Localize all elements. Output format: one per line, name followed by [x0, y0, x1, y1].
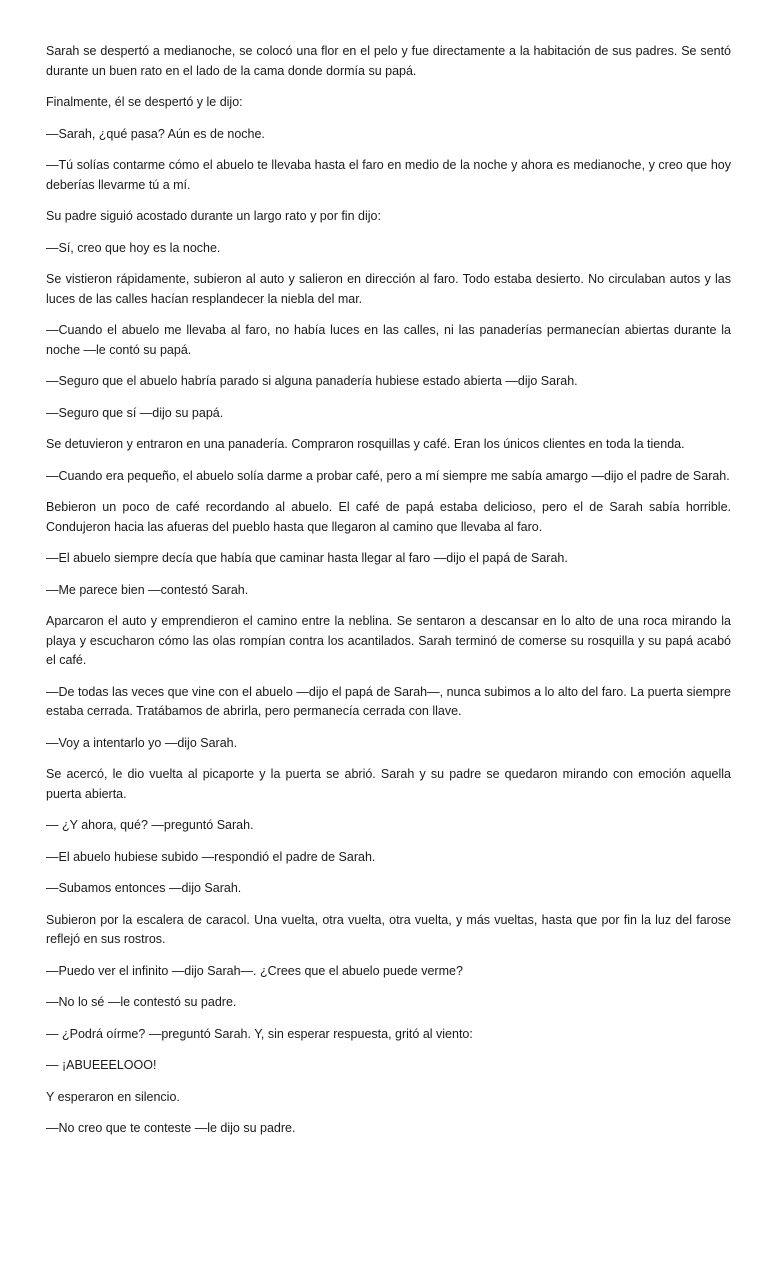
paragraph: Se vistieron rápidamente, subieron al auto y salieron en dirección al faro. Todo estaba desierto. No circulaban autos y las luces de las calles hacían resplandecer la niebla del mar. — [46, 272, 731, 306]
paragraph: Finalmente, él se despertó y le dijo: — [46, 95, 243, 109]
paragraph: —No lo sé —le contestó su padre. — [46, 995, 237, 1009]
paragraph: Se acercó, le dio vuelta al picaporte y la puerta se abrió. Sarah y su padre se quedaron mirando con emoción aquella puerta abierta. — [46, 767, 731, 801]
paragraph: —Puedo ver el infinito —dijo Sarah—. ¿Crees que el abuelo puede verme? — [46, 963, 463, 978]
paragraph: —El abuelo hubiese subido —respondió el padre de Sarah. — [46, 849, 376, 864]
paragraph: Y esperaron en silencio. — [46, 1089, 180, 1104]
paragraph: Aparcaron el auto y emprendieron el camino entre la neblina. Se sentaron a descansar en lo alto de una roca mirando la playa y escucharon cómo las olas rompían contra los acantilados. Sarah terminó de comerse su rosquilla y su papá acabó el café. — [46, 614, 731, 667]
paragraph: —Cuando el abuelo me llevaba al faro, no había luces en las calles, ni las panaderías permanecían abiertas durante la noche —le contó su papá. — [46, 323, 731, 357]
paragraph: — ¿Y ahora, qué? —preguntó Sarah. — [46, 818, 254, 832]
paragraph: —Voy a intentarlo yo —dijo Sarah. — [46, 735, 238, 750]
paragraph: — ¿Podrá oírme? —preguntó Sarah. Y, sin esperar respuesta, gritó al viento: — [46, 1026, 473, 1041]
paragraph: Sarah se despertó a medianoche, se colocó una flor en el pelo y fue directamente a la habitación de sus padres. Se sentó durante un buen rato en el lado de la cama donde dormía su papá. — [46, 44, 731, 78]
paragraph: Bebieron un poco de café recordando al abuelo. El café de papá estaba delicioso, pero el de Sarah sabía horrible. Condujeron hacia las afueras del pueblo hasta que llegaron al camino que llevaba al faro. — [46, 500, 731, 534]
paragraph: —Cuando era pequeño, el abuelo solía darme a probar café, pero a mí siempre me sabía amargo —dijo el padre de Sarah. — [46, 468, 730, 483]
paragraph: —Tú solías contarme cómo el abuelo te llevaba hasta el faro en medio de la noche y ahora es medianoche, y creo que hoy deberías llevarme tú a mí. — [46, 158, 731, 192]
paragraph: —Subamos entonces —dijo Sarah. — [46, 881, 242, 895]
paragraph: —Me parece bien —contestó Sarah. — [46, 582, 249, 597]
paragraph: Se detuvieron y entraron en una panadería. Compraron rosquillas y café. Eran los únicos clientes en toda la tienda. — [46, 437, 685, 451]
paragraph: —Seguro que sí —dijo su papá. — [46, 405, 224, 420]
paragraph: —No creo que te conteste —le dijo su padre. — [46, 1121, 296, 1135]
paragraph: —El abuelo siempre decía que había que caminar hasta llegar al faro —dijo el papá de Sarah. — [46, 551, 568, 565]
paragraph: —Sarah, ¿qué pasa? Aún es de noche. — [46, 126, 265, 141]
paragraph: — ¡ABUEEELOOO! — [46, 1058, 157, 1072]
paragraph: —De todas las veces que vine con el abuelo —dijo el papá de Sarah—, nunca subimos a lo alto del faro. La puerta siempre estaba cerrada. Tratábamos de abrirla, pero permanecía cerrada con llave. — [46, 684, 731, 718]
paragraph: —Seguro que el abuelo habría parado si alguna panadería hubiese estado abierta —dijo Sarah. — [46, 374, 578, 388]
document-page — [46, 42, 731, 1151]
paragraph: Su padre siguió acostado durante un largo rato y por fin dijo: — [46, 209, 381, 223]
paragraph: Subieron por la escalera de caracol. Una vuelta, otra vuelta, otra vuelta, y más vueltas, hasta que por fin la luz del farose reflejó en sus rostros. — [46, 912, 731, 946]
paragraph: —Sí, creo que hoy es la noche. — [46, 240, 221, 255]
